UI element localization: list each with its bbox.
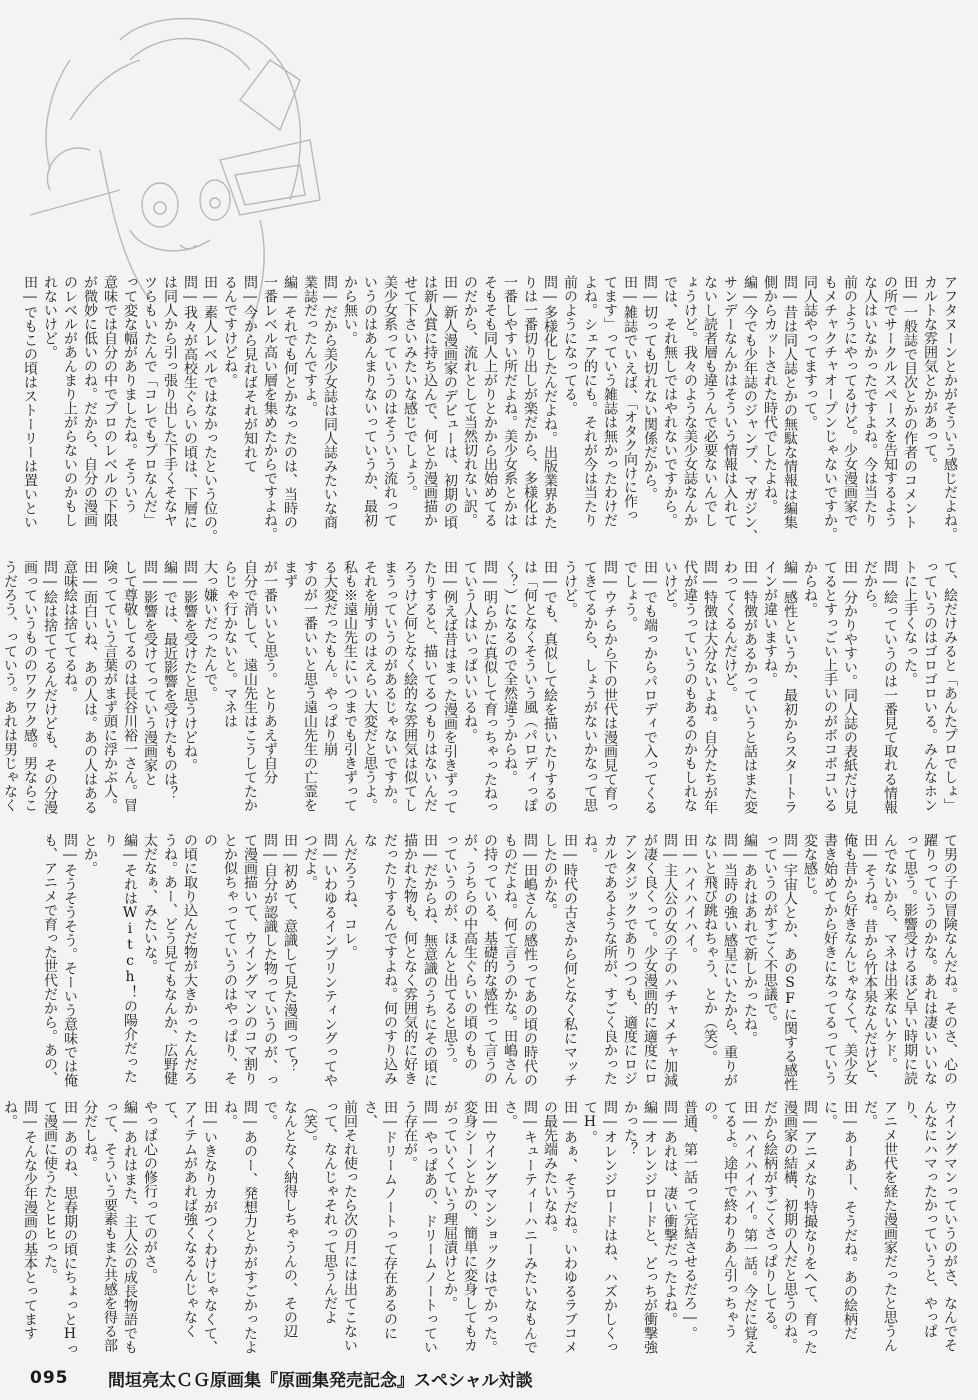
text-block-row-4: ウイングマンっていうのがさ、なんでそ んなにハマったかっていうと、やっぱり、 アニメ世代を経た漫画家だったと思うん だ。 田―あーあー、そうだね。あの絵柄だに。 問―アニメなり特撮なりをへて、育った 漫画家の結構、初期の人だと思うのね。 だから絵柄がすごくさっぱりしてる。 田―ハイハイハイ。第一話。今だに覚え てるよ。途中で終わりあん引っちゃうの。 普通、第一話って完結させるだろ―。 問―あれは、凄い衝撃だったよね。 編―オレンジロードと、どっちが衝撃強 かった？ 問―オレンジロードはね、ハズかしくっ てH。 田―あぁ、そうだね。いわゆるラブコメ の最先端みたいなね。 問―キューティーハニーみたいなもんで さ。 田―ウイングマンショックはでかった。 変身シーンとかの、簡単に変身してもカ がっていくていう理屈漬けとか。 問―やっぱあの、ドリームノートってい う存在が。 田―ドリームノートって存在あるのにさ、 前回それ使ったら次の月には出てこない って、なんじゃそれって思うんだよ（笑）。 なんとなく納得しちゃうんの、その辺で。 問―あのー、発想力とかがすごかったよね。 田―いきなりカがつくわけじゃなくて、 アイテムがあれば強くなるんじゃなくて、 やっぱ心の修行ってのがさ。 編―あれはまた、主人公の成長物語でも って、そういう要素もまた共感を得る部 分だしね。 田―あのね、思春期の頃にちょっとHっ て漫画に使うたとヒヒった。 問―そんな少年漫画の基本とってますね。 [2,1100,958,1356]
footer-title: 間垣亮太ＣＧ原画集『原画集発売記念』スペシャル対談 [108,1371,533,1391]
text-block-row-1: アフタヌーンとかがそういう感じだよね。 カルトな雰囲気とかがあって。 田―一般誌で目次とかの作者のコメント の所でサークルスペースを告知するよう な人はいなかったですよね。今は当たり 前のようにやってるけど。少女漫画家で もメチャクチャオープンじゃないですか。 同人誌やってますって。 問―昔は同人誌とかの無駄な情報は編集 側からカットされた時代でしたよね。 編―今でも少年誌のジャンプ、マガジン、 サンデーなんかはそういう情報は入れて ないし読者層も違うんで必要ないんでし ょうけど。我々のような美少女誌なんか では、それ無しではやれないですから。 問―切っても切れない関係だから。 田―雑誌でいえば、「オタク向けに作っ てます」っていう雑誌は無かったわけだ よね。シェア的にも。それが今は当たり 前のようになってる。 問―多様化したんだよね。出版業界あた りは一番切り出しが楽だから、多様化は 一番しやすい所だよね。美少女系とかは そもそも同人上がりとかから出始めてる のだから、流れとして当然切れない訳。 田―新人漫画家のデビューは、初期の頃 は新人賞に持ち込んで、何とか漫画描か せて下さいみたいな感じでしょう。 美少女系っていうのはそういう流れって いうのはあんまりないっていうか、最初 から無い。 問―だから美少女誌は同人誌みたいな商 業誌だったんですよ。 編―それでも何とかなったのは、当時の 一番レベル高い層を集めたからですよね。 問―今から見ればそれが知れて るんですけどね。 田―素人レベルではなかったという位の。 問―我々が高校生ぐらいの頃は、下層に は同人から引っ張り出した下手くそなヤ ツらもいたんで「コレでもプロなんだ」 って変な幅がありましたね。そういう 意味では自分の中でプロのレベルの下限 が微妙に低いのね。だから、自分の漫画 のレベルがあんまり上がらないのかもし れないけど。 田―でもこの頃はストーリーは置いとい [22,275,958,543]
text-block-row-3: て男の子の冒険なんだね。そのさ、心の 躍りっていうのかな。あれは凄いいいな って思う。影響受けるほど早い時期に読 んでないから、マネは出来ないケド。 田―そうね。昔から竹本泉なんだけど、 俺も昔から好きなんじゃなくて、美少女 書き始めてから好きになってるっていう 変な感じ。 問―宇宙人とか、あのSFに関する感性 っていうのがすごく不思議で。 編―あれはあれで新しかったね。 問―当時の強い感星にいたから、重りが ないと飛び跳ねちゃう、とか（笑）。 田―ハイハイハイ。 問―主人公の女の子のハチャメチャ加減 が凄く良くって。少女漫画的に適度にロ アンタジックでありつつも、適度にロジ カルであるような所が、すごく良かったね。 田―時代の古さから何となく私にマッチ したのかな。 問―田嶋さんの感性ってあの頃の時代の ものだよね。何て言うのかな。田嶋さん の持っている、基礎的な感性って言うの が、うちらの中高生ぐらいの頃のもの っていうのが、ほんと出てると思う。 田―だからね、無意識のうちにその頃に 描かれた物も、何となく雰囲気的に好き だったりするんですよね。何のすり込みな んだろうね、コレ。 問―いわゆるインプリンティングってや つだよ。 田―初めて、意識して見た漫画って？ 問―自分が認識した物っていうのが、っ て漫画描いて、ウイングマンのコマ割り とか似ちゃってていうのはやっぱり、その の頃に取り込んだ物が大きかったんだろ うね。あー、どう見てもなんか、広野健 太だなぁ、みたいな。 編―それはWitch！の陽介だったり とか。 問―そうそうそう。そーいう意味では俺 も、アニメで育った世代だから。あの、 [42,833,958,1091]
page-number: 095 [30,1368,69,1388]
text-block-row-2: て、絵だけみると「あんたプロでしょ」 っていうのはゴロゴロいる。みんなホン トに上手くなった。 問―絵っていうのは一番見て取れる情報 だから。 田―分かりやすい。同人誌の表紙だけ見 てるとすっごい上手いのがボコボコいる からね。 編―感性というか、最初からスタートラ インが違いますね。 田―特徴があるかっていうと話はまた変 わってくるんだけど。 問―特徴は大分ないよね。自分たちが年 代が違うっていうのもあるのかもしれな いけど。 田―でも端っからパロディで入ってくる でしょう。 問―ウチらから下の世代は漫画見て育っ てきてるから、しょうがないかなって思 うけど。 田―でも、真似して絵を描いたりするの は「何となくそういう風（パロディっぽ く？）になるので全然違うからね。 問―明らかに真似して育っちゃったねっ ていう人はいっぱいいるね。 田―例えば昔はまった漫画を引きずって たりすると、描いてるつもりはないんだ ろうけど何となく絵的な雰囲気は似てし まうっていうのがあるじゃないですか。 それを崩すのはえらい大変だと思うよ。 私も※遠山先生にいつまでも引きずって る大変だったもん。やっぱり崩 すのが一番いいと思う遠山先生の亡霊をまず が一番いいと思う。とりあえず自分 自分で消して、遠山先生はこうしてたか らじゃ行かないと。マネは 大っ嫌いだったんで。 問―影響を受けたと思うけどね。 編―では、最近影響を受けたものは？ 問―影響を受けてっていう漫画家と して尊敬してるのは長谷川裕一さん。冒 険ってていう言葉がまず頭に浮かぶ人。 田―面白いね、あの人は。あの人はある 意味絵は捨ててるね。 問―絵は捨ててるんだけども、その分漫 画っていうもののワクワク感。男ならこ うだろう、っていう。あれは男じゃなく [2,560,958,814]
